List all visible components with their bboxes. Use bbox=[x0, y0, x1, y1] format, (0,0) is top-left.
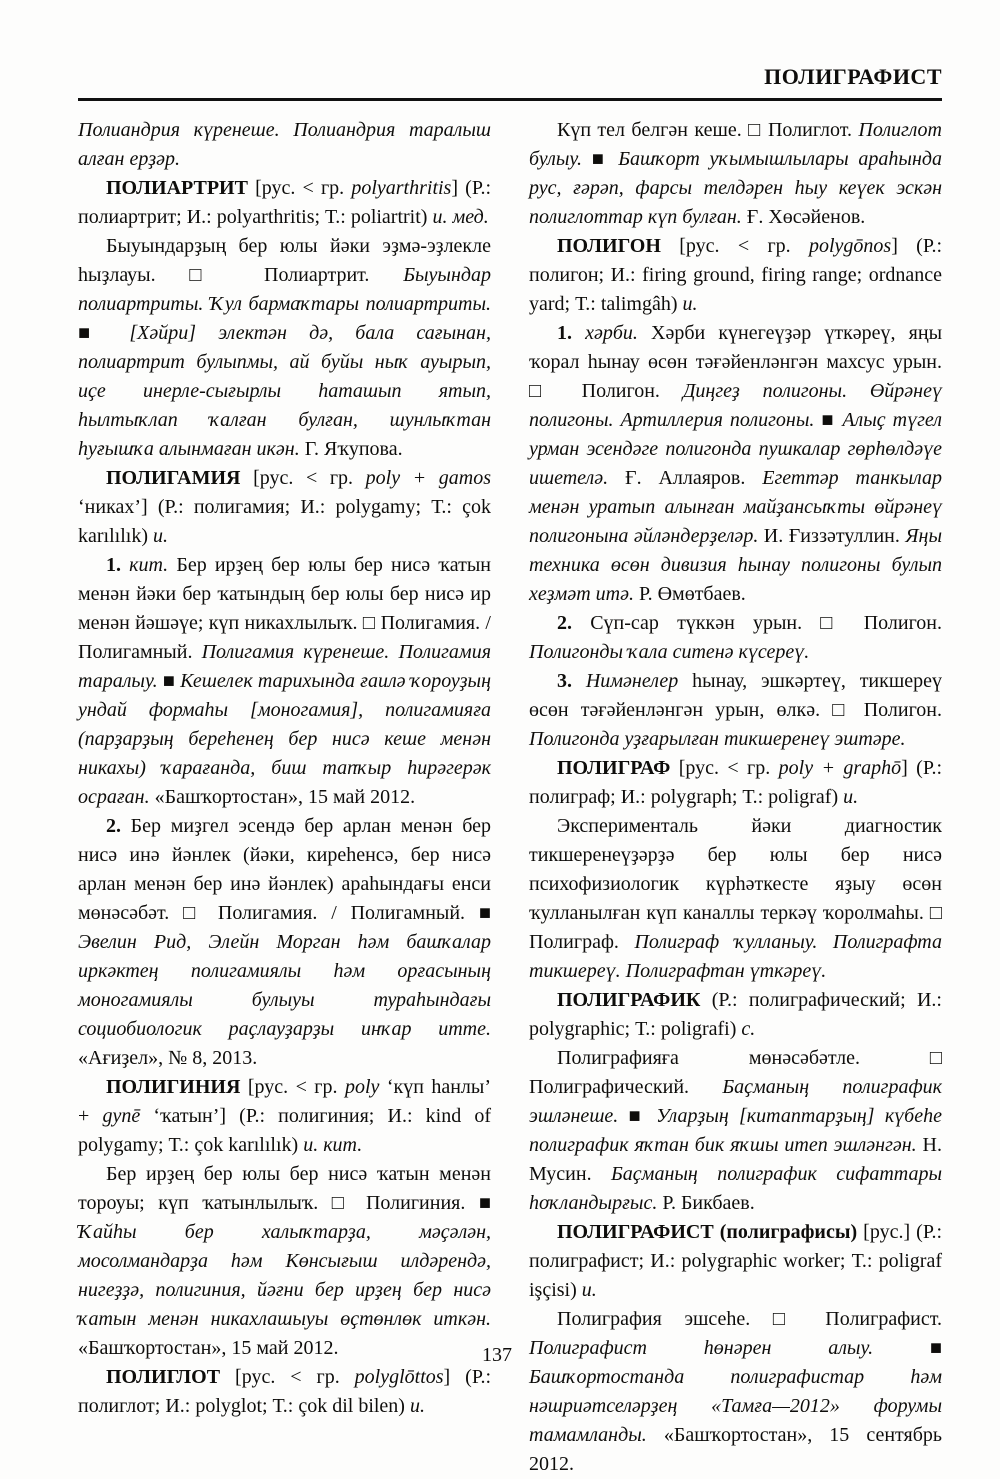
text-run: Полигонда уҙғарылған тикшеренеү эштәре. bbox=[529, 728, 906, 750]
paragraph bbox=[78, 551, 491, 812]
text-run: ] (Р.: полигон; И.: firing ground, firing range; ordnance yard; Т.: talimgâh) bbox=[529, 235, 943, 315]
text-run: Егеттәр танкылар менән уратып алынған майҙансыҡты өйрәнеү полигонына әйләндерҙеләр. bbox=[529, 467, 942, 547]
text-run: polygōnos bbox=[808, 235, 892, 257]
paragraph bbox=[78, 116, 491, 174]
text-run: Башҡорт уҡымышлылары араһында рус, ғәрәп, фарсы телдәрен һыу кеүек эскән полиглоттар күп булған. bbox=[529, 148, 942, 228]
paragraph bbox=[78, 1160, 491, 1363]
text-run: И. Ғиззәтуллин. bbox=[763, 525, 906, 547]
header-rule bbox=[78, 98, 942, 101]
paragraph bbox=[529, 116, 942, 232]
text-run: ‘күп һанлы’ + bbox=[78, 1076, 491, 1127]
text-run: и. мед. bbox=[432, 206, 489, 228]
text-run: ПОЛИГРАФИК bbox=[557, 989, 712, 1011]
text-run: и. bbox=[682, 293, 698, 315]
text-columns bbox=[78, 116, 942, 1479]
right-column bbox=[529, 116, 942, 1479]
text-run: 1. bbox=[557, 322, 586, 344]
text-run: ] (Р.: полиглот; И.: polyglot; Т.: çok dil bilen) bbox=[78, 1366, 491, 1417]
paragraph bbox=[529, 754, 942, 812]
text-run: Полиграфист һөнәрен алыу. bbox=[529, 1337, 930, 1359]
text-run: кит. bbox=[129, 554, 177, 576]
text-run: ‘ҡатын’] (Р.: полигиния; И.: kind of polygamy; Т.: çok karılılık) bbox=[78, 1105, 492, 1156]
text-run: Уларҙың [китаптарҙың] күбеһе полиграфик яҡтан бик яҡшы итеп эшләнгән. bbox=[529, 1105, 942, 1156]
text-run: Бер ирҙең бер юлы бер нисә ҡатын менән тороуы; күп ҡатынлылыҡ. □ Полигиния. bbox=[78, 1163, 491, 1214]
text-run: 2. bbox=[106, 815, 131, 837]
text-run: Күп тел белгән кеше. □ Полиглот. bbox=[557, 119, 859, 141]
left-column bbox=[78, 116, 491, 1421]
text-run: ПОЛИГЛОТ bbox=[106, 1366, 236, 1388]
text-run: [рус. < гр. bbox=[253, 467, 366, 489]
text-run: Полиглот булыу. bbox=[529, 119, 942, 170]
text-run: ПОЛИГОН bbox=[557, 235, 680, 257]
paragraph bbox=[529, 667, 942, 754]
paragraph bbox=[529, 986, 942, 1044]
text-run: Полигонды ҡала ситенә күсереү. bbox=[529, 641, 810, 663]
text-run: ■ bbox=[478, 902, 491, 924]
text-run: Диңгеҙ полигоны. Өйрәнеү полигоны. Артиллерия полигоны. bbox=[529, 380, 942, 431]
text-run: 1. bbox=[106, 554, 130, 576]
text-run: с. bbox=[741, 1018, 756, 1040]
text-run: хәрби. bbox=[585, 322, 652, 344]
text-run: һынау, эшкәртеү, тикшереү өсөн тәғәйенләнгән урын, өлкә. □ Полигон. bbox=[529, 670, 943, 721]
text-run: Р. Бикбаев. bbox=[662, 1192, 755, 1214]
paragraph bbox=[78, 1363, 491, 1421]
running-head: ПОЛИГРАФИСТ bbox=[764, 64, 942, 89]
paragraph bbox=[529, 1305, 942, 1479]
text-run: Быуындарҙың бер юлы йәки эҙмә-эҙлекле һыҙлауы. □ Полиартрит. bbox=[78, 235, 491, 286]
text-run: Н. Мусин. bbox=[529, 1134, 942, 1185]
text-run: Нимәнелер bbox=[585, 670, 693, 692]
paragraph bbox=[78, 232, 491, 464]
text-run: Хәрби күнегеүҙәр үткәреү, яңы ҡорал һынау өсөн тәғәйенләнгән махсус урын. □ Полигон. bbox=[529, 322, 942, 402]
text-run: polyarthritis bbox=[351, 177, 452, 199]
text-run: ■ bbox=[821, 409, 843, 431]
text-run: Г. Яҡупова. bbox=[304, 438, 403, 460]
text-run: Ғ. Хөсәйенов. bbox=[746, 206, 866, 228]
text-run: Ғ. Аллаяров. bbox=[625, 467, 763, 489]
text-run: [рус. < гр. bbox=[679, 235, 809, 257]
text-run: [рус. < гр. bbox=[255, 177, 352, 199]
paragraph bbox=[78, 174, 491, 232]
text-run: Полиграфияға мөнәсәбәтле. □ Полиграфический. bbox=[529, 1047, 942, 1098]
text-run: poly + gamos bbox=[365, 467, 492, 489]
text-run: ■ bbox=[628, 1105, 657, 1127]
text-run: ПОЛИГАМИЯ bbox=[106, 467, 254, 489]
text-run: Эксперименталь йәки диагностик тикшеренеүҙәрҙә бер юлы бер нисә психофизиологик күрһәткесте яҙыу өсөн ҡулланылған күп каналлы теркәү ҡоролмаһы. □ Полиграф. bbox=[529, 815, 942, 953]
text-run: Быуындар полиартриты. Ҡул бармаҡтары полиартриты. bbox=[78, 264, 491, 315]
text-run: [рус. < гр. bbox=[678, 757, 779, 779]
text-run: ПОЛИГРАФ bbox=[557, 757, 679, 779]
text-run: Сүп-сар түккән урын. □ Полигон. bbox=[590, 612, 943, 634]
text-run: и. bbox=[843, 786, 859, 808]
text-run: [рус. < гр. bbox=[247, 1076, 345, 1098]
text-run: Баҫманың полиграфик эшләнеше. bbox=[529, 1076, 942, 1127]
text-run: ‘никах’] (Р.: полигамия; И.: polygamy; Т.: çok karılılık) bbox=[78, 496, 491, 547]
text-run: Ҡайһы бер халыҡтарҙа, мәҫәлән, мосолмандарҙа һәм Көнсығыш илдәрендә, нигеҙҙә, полигиния, йәғни бер ирҙең бер нисә ҡатын менән никахлашыуы өҫтөнлөк иткән. bbox=[78, 1221, 491, 1330]
text-run: polyglōttos bbox=[354, 1366, 444, 1388]
text-run: poly bbox=[344, 1076, 387, 1098]
text-run: [Хәйри] электән дә, бала сағынан, полиартрит булыпмы, ай буйы ныҡ ауырып, иҫе инерле-сығырлы һаташып ятып, һылтыҡлап ҡалған булған, шунлыҡтан һуғышҡа алынмаған икән. bbox=[78, 322, 491, 460]
paragraph bbox=[78, 812, 491, 1073]
text-run: Бер миҙгел эсендә бер арлан менән бер нисә инә йәнлек (йәки, киреһенсә, бер нисә арлан менән бер инә йәнлек) араһындағы енси мөнәсәбәт. □ Полигамия. / Полигамный. bbox=[78, 815, 492, 924]
text-run: Кешелек тарихында ғаилә ҡороуҙың ундай формаһы [моногамия], полигамияға (парҙарҙың береһенең бер нисә кеше менән никахы) ҡарағанда, биш тапҡыр һирәгерәк осраған. bbox=[78, 670, 491, 808]
text-run: ■ bbox=[78, 322, 130, 344]
text-run: poly + graphō bbox=[778, 757, 902, 779]
text-run: ■ bbox=[929, 1337, 942, 1359]
text-run: и. bbox=[581, 1279, 597, 1301]
paragraph bbox=[78, 1073, 491, 1160]
text-run: «Ағиҙел», № 8, 2013. bbox=[78, 1047, 258, 1069]
paragraph bbox=[529, 1218, 942, 1305]
text-run: Полигамия күренеше. Полигамия таралыу. bbox=[78, 641, 491, 692]
text-run: 3. bbox=[557, 670, 586, 692]
text-run: (Р.: полиграфический; И.: polygraphic; Т.: poligrafi) bbox=[529, 989, 942, 1040]
text-run: Эвелин Рид, Элейн Морган һәм башҡалар иркәктең полигамиялы һәм орғасының моногамиялы булыуы тураһындағы социобиологик раҫлауҙарҙы инҡар итте. bbox=[78, 931, 491, 1040]
text-run: ПОЛИГРАФИСТ (полиграфисы) bbox=[557, 1221, 864, 1243]
text-run: ПОЛИАРТРИТ bbox=[106, 177, 256, 199]
paragraph bbox=[529, 319, 942, 609]
paragraph bbox=[529, 609, 942, 667]
text-run: Полиграфия эшсеһе. □ Полиграфист. bbox=[557, 1308, 942, 1330]
text-run: Яңы техника өсөн дивизия һынау полигоны булып хеҙмәт итә. bbox=[529, 525, 942, 605]
text-run: ] (Р.: полиартрит; И.: polyarthritis; Т.: poliartrit) bbox=[78, 177, 491, 228]
text-run: Алыҫ түгел урман эсендәге полигонда пушкалар гөрһөлдәүе ишетелә. bbox=[529, 409, 942, 489]
text-run: ] (Р.: полиграф; И.: polygraph; Т.: poligraf) bbox=[529, 757, 943, 808]
text-run: Полиандрия күренеше. Полиандрия таралыш алған ерҙәр. bbox=[78, 119, 491, 170]
text-run: ПОЛИГИНИЯ bbox=[106, 1076, 248, 1098]
text-run: Баҫманың полиграфик сифаттары һоҡландырғыс. bbox=[529, 1163, 942, 1214]
text-run: [рус.] (Р.: полиграфист; И.: polygraphic worker; Т.: poligraf işçisi) bbox=[529, 1221, 943, 1301]
text-run: gynē bbox=[102, 1105, 154, 1127]
text-run: «Башҡортостан», 15 сентябрь 2012. bbox=[529, 1424, 942, 1475]
paragraph bbox=[529, 1044, 942, 1218]
text-run: ■ bbox=[591, 148, 619, 170]
text-run: Полиграф ҡулланыу. Полиграфта тикшереү. Полиграфтан үткәреү. bbox=[529, 931, 942, 982]
text-run: и. bbox=[409, 1395, 425, 1417]
page-number: 137 bbox=[482, 1344, 512, 1366]
paragraph bbox=[529, 812, 942, 986]
text-run: и. кит. bbox=[303, 1134, 363, 1156]
text-run: Р. Өмөтбаев. bbox=[638, 583, 746, 605]
paragraph bbox=[529, 232, 942, 319]
text-run: 2. bbox=[557, 612, 591, 634]
text-run: «Башҡортостан», 15 май 2012. bbox=[154, 786, 416, 808]
text-run: Башҡортостанда полиграфистар һәм нәшриәтселәрҙең «Тамға—2012» форумы тамамланды. bbox=[529, 1366, 942, 1446]
text-run: Бер ирҙең бер юлы бер нисә ҡатын менән йәки бер ҡатындың бер юлы бер нисә ир менән йәшәүе; күп никахлылыҡ. □ Полигамия. / Полигамный. bbox=[78, 554, 491, 663]
paragraph bbox=[78, 464, 491, 551]
text-run: «Башҡортостан», 15 май 2012. bbox=[78, 1337, 339, 1359]
text-run: ■ bbox=[478, 1192, 491, 1214]
text-run: ■ bbox=[162, 670, 181, 692]
text-run: [рус. < гр. bbox=[235, 1366, 355, 1388]
text-run: и. bbox=[152, 525, 168, 547]
